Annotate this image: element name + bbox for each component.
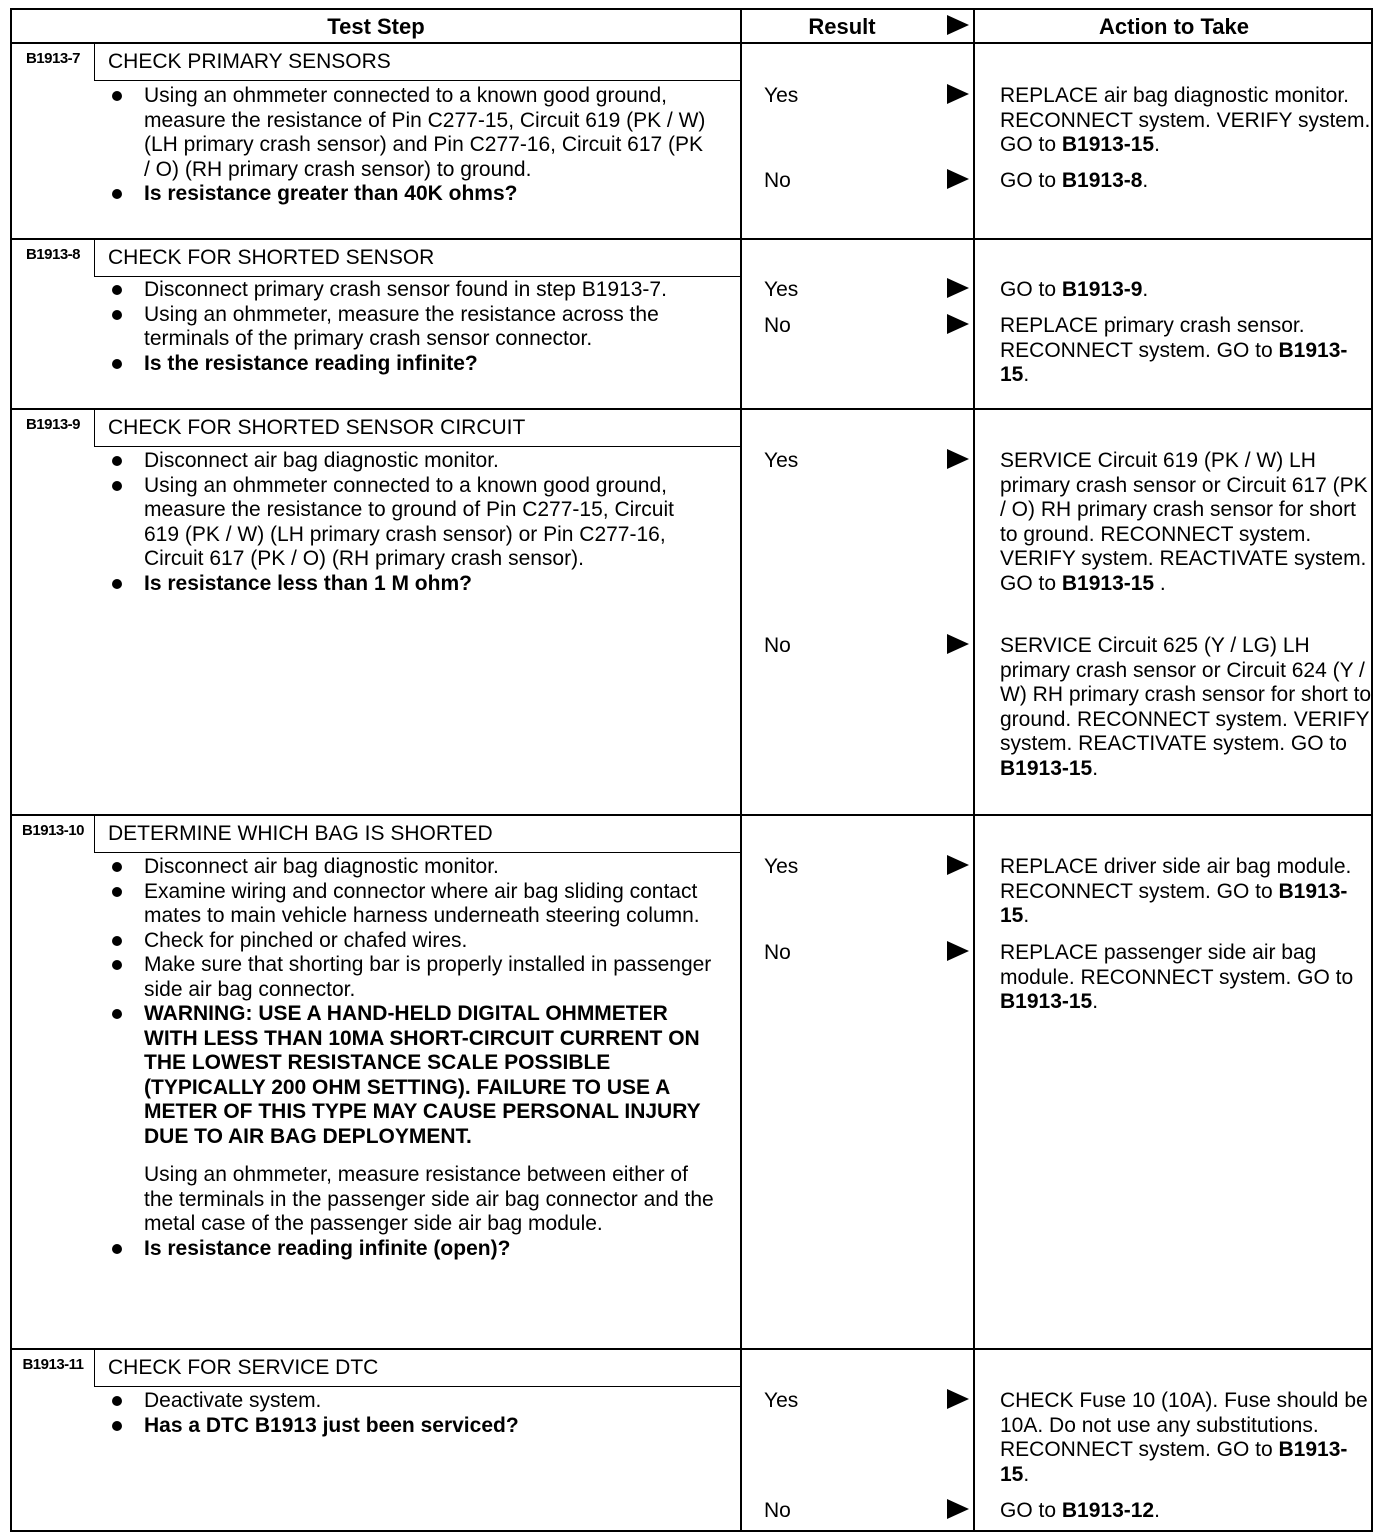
instruction-bullet: Is resistance less than 1 M ohm? <box>104 572 714 597</box>
step-id: B1913-7 <box>25 50 81 67</box>
diagnostic-table <box>10 8 1373 1532</box>
result-arrow-icon <box>947 169 969 189</box>
result-no: No <box>764 941 791 964</box>
result-no: No <box>764 314 791 337</box>
instruction-bullet: Is resistance greater than 40K ohms? <box>104 182 714 207</box>
action-target-step: B1913-15 <box>1000 990 1093 1013</box>
result-no: No <box>764 1499 791 1522</box>
action-text: SERVICE Circuit 625 (Y / LG) LH primary crash sensor or Circuit 624 (Y / W) RH primary crash sensor for short to ground. RECONNECT system. VERIFY system. REACTIVATE system. GO to B1913-15. <box>1000 634 1372 780</box>
step-instructions <box>104 855 714 1261</box>
instruction-bullet: Is resistance reading infinite (open)? <box>104 1237 714 1262</box>
section-divider <box>12 238 1371 240</box>
title-underline <box>94 446 740 447</box>
header-result: Result <box>808 14 876 39</box>
step-instructions <box>104 449 714 596</box>
step-id-divider <box>94 816 95 852</box>
result-arrow-icon <box>947 1499 969 1519</box>
step-id: B1913-11 <box>22 1356 84 1373</box>
step-id-divider <box>94 44 95 80</box>
step-id-divider <box>94 410 95 446</box>
title-underline <box>94 852 740 853</box>
title-underline <box>94 80 740 81</box>
step-title: CHECK PRIMARY SENSORS <box>108 50 391 73</box>
action-target-step: B1913-15 <box>1000 1438 1348 1486</box>
action-text: GO to B1913-8. <box>1000 169 1149 192</box>
instruction-bullet: WARNING: USE A HAND-HELD DIGITAL OHMMETER WITH LESS THAN 10MA SHORT-CIRCUIT CURRENT ON THE LOWEST RESISTANCE SCALE POSSIBLE (TYPICALLY 200 OHM SETTING). FAILURE TO USE A METER OF THIS TYPE MAY CAUSE PERSONAL INJURY DUE TO AIR BAG DEPLOYMENT. <box>104 1002 714 1149</box>
action-target-step: B1913-15 <box>1000 879 1348 927</box>
action-text: REPLACE driver side air bag module. RECONNECT system. GO to B1913-15. <box>1000 855 1352 927</box>
step-id: B1913-10 <box>22 822 84 839</box>
action-text: REPLACE primary crash sensor. RECONNECT system. GO to B1913-15. <box>1000 314 1348 386</box>
result-yes: Yes <box>764 278 799 301</box>
action-target-step: B1913-15 <box>1061 571 1155 595</box>
result-arrow-icon <box>947 449 969 469</box>
instruction-text: Using an ohmmeter, measure resistance between either of the terminals in the passenger side air bag connector and the metal case of the passenger side air bag module. <box>144 1163 714 1235</box>
step-instructions <box>104 278 714 376</box>
instruction-bullet: Disconnect air bag diagnostic monitor. <box>104 449 714 474</box>
step-id: B1913-9 <box>25 416 81 433</box>
action-text: GO to B1913-12. <box>1000 1499 1160 1522</box>
action-target-step: B1913-9 <box>1061 278 1143 301</box>
result-arrow-icon <box>947 84 969 104</box>
section-divider <box>12 408 1371 410</box>
step-instructions <box>104 84 714 207</box>
step-instructions <box>104 1389 714 1438</box>
instruction-bullet: Check for pinched or chafed wires. <box>104 929 714 954</box>
result-arrow-icon <box>947 941 969 961</box>
result-arrow-icon <box>947 314 969 334</box>
step-title: CHECK FOR SHORTED SENSOR <box>108 246 435 269</box>
step-id-divider <box>94 240 95 276</box>
result-yes: Yes <box>764 1389 799 1412</box>
action-target-step: B1913-15 <box>1000 338 1348 386</box>
instruction-bullet: Using an ohmmeter, measure the resistance across the terminals of the primary crash sensor connector. <box>104 303 714 352</box>
instruction-bullet: Deactivate system. <box>104 1389 714 1414</box>
step-title: CHECK FOR SERVICE DTC <box>108 1356 379 1379</box>
instruction-bullet: Using an ohmmeter connected to a known good ground, measure the resistance to ground of Pin C277-15, Circuit 619 (PK / W) (LH primary crash sensor) or Pin C277-16, Circuit 617 (PK / O) (RH primary crash sensor). <box>104 474 714 572</box>
header-divider <box>12 42 1371 44</box>
action-target-step: B1913-8 <box>1061 169 1143 192</box>
title-underline <box>94 1386 740 1387</box>
instruction-bullet: Examine wiring and connector where air bag sliding contact mates to main vehicle harness underneath steering column. <box>104 880 714 929</box>
header-test-step: Test Step <box>327 14 425 39</box>
result-no: No <box>764 169 791 192</box>
result-no: No <box>764 634 791 657</box>
header-arrow-icon <box>947 15 969 35</box>
header-action: Action to Take <box>1099 14 1249 39</box>
action-text: REPLACE passenger side air bag module. RECONNECT system. GO to B1913-15. <box>1000 941 1354 1013</box>
result-yes: Yes <box>764 449 799 472</box>
section-divider <box>12 1348 1371 1350</box>
action-text: REPLACE air bag diagnostic monitor. RECONNECT system. VERIFY system. GO to B1913-15. <box>1000 84 1371 156</box>
step-title: CHECK FOR SHORTED SENSOR CIRCUIT <box>108 416 526 439</box>
instruction-bullet: Disconnect primary crash sensor found in step B1913-7. <box>104 278 714 303</box>
instruction-bullet: Disconnect air bag diagnostic monitor. <box>104 855 714 880</box>
step-title: DETERMINE WHICH BAG IS SHORTED <box>108 822 493 845</box>
section-divider <box>12 814 1371 816</box>
action-text: SERVICE Circuit 619 (PK / W) LH primary crash sensor or Circuit 617 (PK / O) RH primary crash sensor for short to ground. RECONNECT system. VERIFY system. REACTIVATE system. GO to B1913-15 . <box>1000 449 1368 595</box>
result-yes: Yes <box>764 855 799 878</box>
result-arrow-icon <box>947 855 969 875</box>
instruction-bullet: Is the resistance reading infinite? <box>104 352 714 377</box>
result-yes: Yes <box>764 84 799 107</box>
result-arrow-icon <box>947 278 969 298</box>
step-id-divider <box>94 1350 95 1386</box>
instruction-bullet: Make sure that shorting bar is properly installed in passenger side air bag connector. <box>104 953 714 1002</box>
action-text: GO to B1913-9. <box>1000 278 1149 301</box>
action-target-step: B1913-15 <box>1061 133 1155 156</box>
action-target-step: B1913-12 <box>1061 1499 1155 1522</box>
action-text: CHECK Fuse 10 (10A). Fuse should be 10A. Do not use any substitutions. RECONNECT system. GO to B1913-15. <box>1000 1389 1368 1486</box>
step-id: B1913-8 <box>25 246 81 263</box>
action-target-step: B1913-15 <box>1000 756 1093 780</box>
title-underline <box>94 276 740 277</box>
result-arrow-icon <box>947 634 969 654</box>
instruction-bullet: Using an ohmmeter connected to a known good ground, measure the resistance of Pin C277-15, Circuit 619 (PK / W) (LH primary crash sensor) and Pin C277-16, Circuit 617 (PK / O) (RH primary crash sensor) to ground. <box>104 84 714 182</box>
result-arrow-icon <box>947 1389 969 1409</box>
instruction-bullet: Has a DTC B1913 just been serviced? <box>104 1414 714 1439</box>
